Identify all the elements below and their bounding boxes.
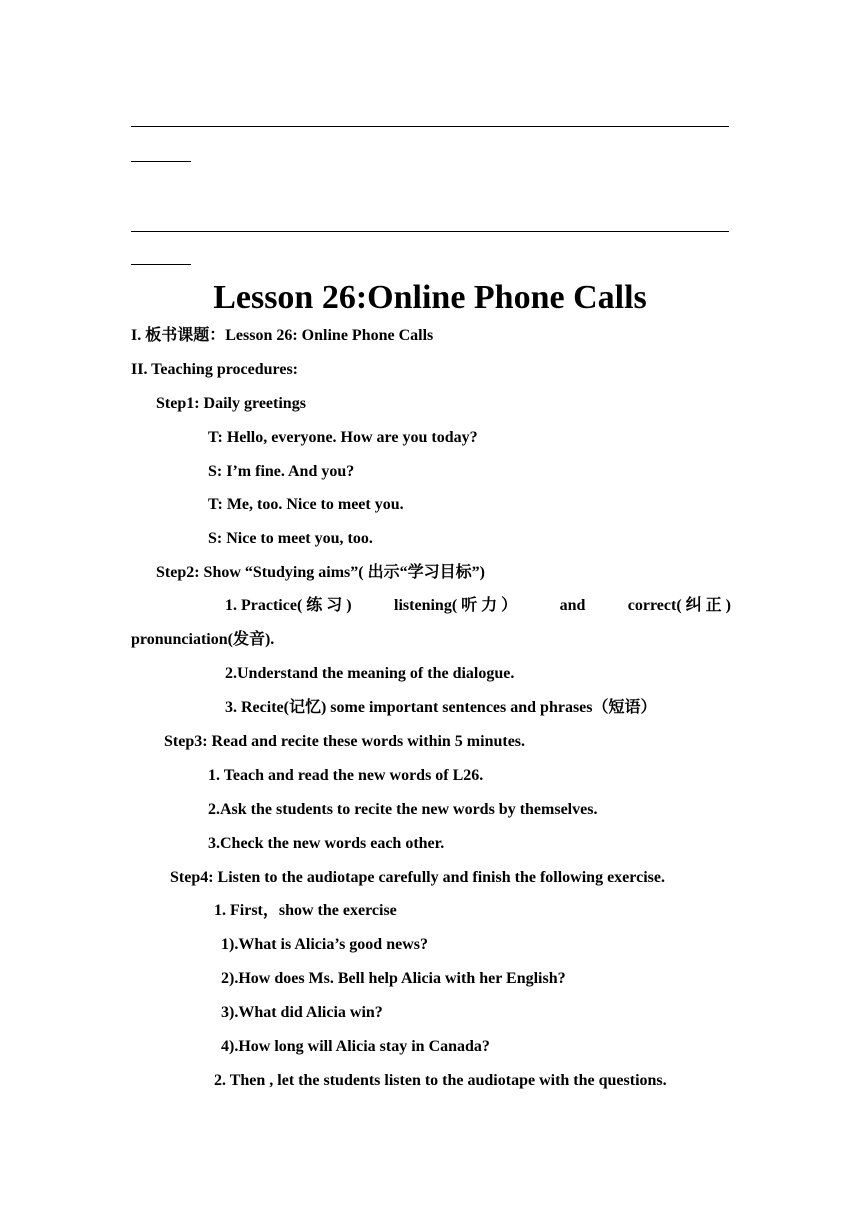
blank-line-1-long bbox=[131, 126, 729, 127]
procedures-heading: II. Teaching procedures: bbox=[131, 361, 298, 378]
aim-1 bbox=[225, 596, 731, 616]
step3-item-1: 1. Teach and read the new words of L26. bbox=[208, 767, 484, 784]
blank-line-2-short bbox=[131, 264, 191, 265]
question-4: 4).How long will Alicia stay in Canada? bbox=[221, 1038, 490, 1055]
question-2: 2).How does Ms. Bell help Alicia with her English? bbox=[221, 970, 566, 987]
step4-item-2: 2. Then , let the students listen to the audiotape with the questions. bbox=[214, 1072, 667, 1089]
step4-item-1: 1. First，show the exercise bbox=[214, 902, 397, 919]
aim-1-continuation: pronunciation(发音). bbox=[131, 631, 275, 648]
aim-1-correct: correct( 纠 正 ) bbox=[627, 597, 731, 614]
board-title: I. 板书课题：Lesson 26: Online Phone Calls bbox=[131, 327, 434, 344]
blank-line-1-short bbox=[131, 161, 191, 162]
step1-teacher-2: T: Me, too. Nice to meet you. bbox=[208, 496, 404, 513]
question-1: 1).What is Alicia’s good news? bbox=[221, 936, 428, 953]
question-3: 3).What did Alicia win? bbox=[221, 1004, 383, 1021]
step1-student-2: S: Nice to meet you, too. bbox=[208, 530, 373, 547]
step1-teacher-1: T: Hello, everyone. How are you today? bbox=[208, 429, 478, 446]
step3-item-3: 3.Check the new words each other. bbox=[208, 835, 445, 852]
step1-heading: Step1: Daily greetings bbox=[156, 395, 306, 412]
aim-2: 2.Understand the meaning of the dialogue. bbox=[225, 665, 515, 682]
step1-student-1: S: I’m fine. And you? bbox=[208, 463, 355, 480]
step4-heading: Step4: Listen to the audiotape carefully and finish the following exercise. bbox=[170, 869, 665, 886]
step2-heading: Step2: Show “Studying aims”( 出示“学习目标”) bbox=[156, 564, 485, 581]
blank-line-2-long bbox=[131, 231, 729, 232]
aim-3: 3. Recite(记忆) some important sentences and phrases（短语） bbox=[225, 699, 657, 716]
aim-1-and: and bbox=[559, 597, 586, 614]
step3-heading: Step3: Read and recite these words within 5 minutes. bbox=[164, 733, 526, 750]
page-title: Lesson 26:Online Phone Calls bbox=[213, 279, 647, 316]
aim-1-practice: 1. Practice( 练 习 ) bbox=[225, 597, 352, 614]
aim-1-listening: listening( 听 力 ） bbox=[394, 597, 518, 614]
step3-item-2: 2.Ask the students to recite the new words by themselves. bbox=[208, 801, 598, 818]
